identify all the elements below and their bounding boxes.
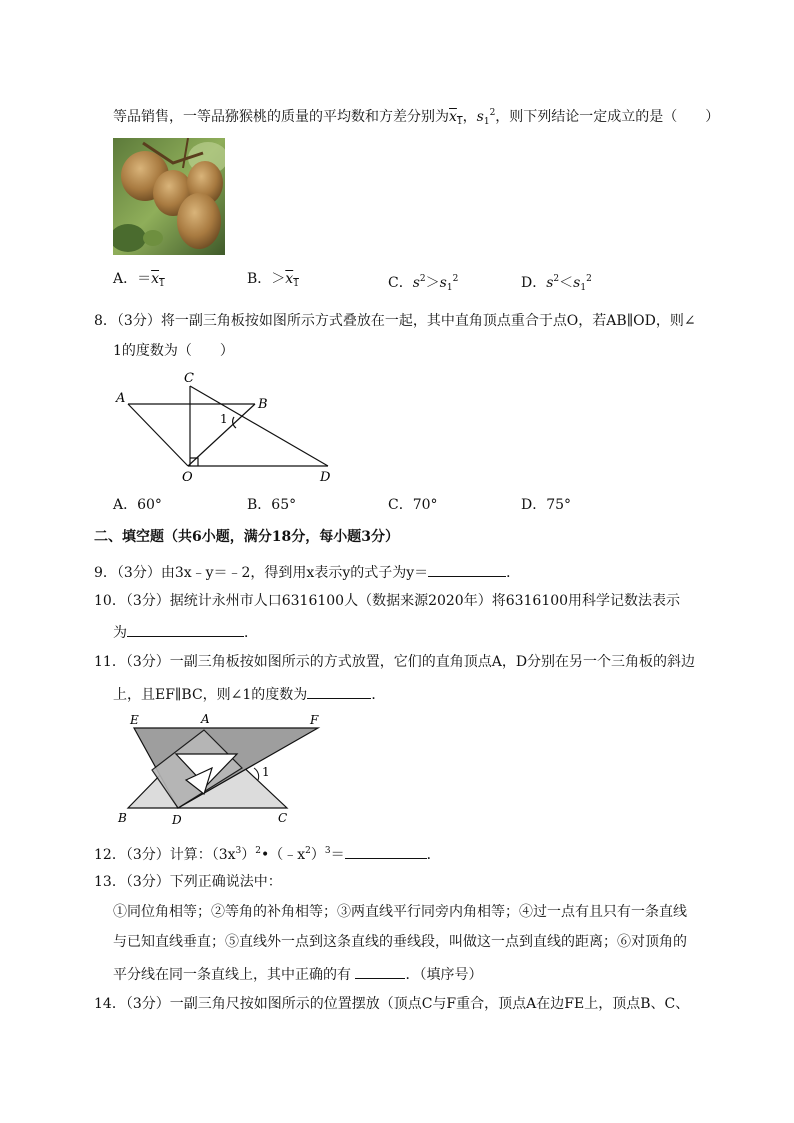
q10-line2: 为 ． [113, 621, 258, 643]
q10-line1: 10．（3分）据统计永州市人口6316100人（数据来源2020年）将6316100用科学记数法表示 [94, 593, 681, 609]
q10-answer-blank[interactable] [127, 621, 244, 637]
label-angle-1: 1 [262, 765, 270, 779]
q8-option-d[interactable]: D．75° [521, 497, 572, 513]
q8-figure [110, 368, 340, 486]
q11-answer-blank[interactable] [307, 683, 371, 699]
label-b: B [258, 397, 268, 412]
label-f: F [310, 713, 319, 727]
q7-stem-text: 等品销售，一等品猕猴桃的质量的平均数和方差分别为 [113, 109, 449, 125]
q7-option-a[interactable]: A．$=x_1$ [113, 271, 165, 289]
q8-option-b[interactable]: B．65° [247, 497, 297, 513]
q13-line3: 与已知直线垂直；⑤直线外一点到这条直线的垂线段，叫做这一点到直线的距离；⑥对顶角的 [113, 934, 687, 950]
q13-answer-blank[interactable] [355, 963, 405, 979]
q7-option-c[interactable]: C．$s^2>s_1^2$ [388, 274, 459, 293]
label-c: C [184, 371, 194, 386]
q12: 12．（3分）计算：$(3x^3)^2•(﹣x^2)^3=$ ． [94, 841, 441, 865]
q11-line2: 上，且EF∥BC，则∠1的度数为 ． [113, 683, 385, 705]
q12-answer-blank[interactable] [345, 843, 427, 859]
q7-comma: ， [462, 109, 477, 125]
label-b: B [118, 811, 127, 825]
q11-figure [112, 710, 342, 828]
kiwi-photo [113, 138, 225, 255]
q13-line1: 13．（3分）下列正确说法中： [94, 874, 282, 890]
label-a: A [116, 391, 126, 406]
q7-option-b[interactable]: B．$>x_1$ [247, 271, 299, 289]
q11-line1: 11．（3分）一副三角板按如图所示的方式放置，它们的直角顶点A，D分别在另一个三角板的斜边 [94, 654, 696, 670]
label-angle-1: 1 [220, 412, 228, 426]
q8-line2: 1的度数为（ ） [113, 343, 234, 359]
q7-option-d[interactable]: D．$s^2<s_1^2$ [521, 274, 592, 293]
q7-mean-symbol: $x_1$ [449, 109, 463, 127]
q7-variance-symbol: s [476, 109, 484, 125]
label-o: O [182, 470, 193, 485]
q9-answer-blank[interactable] [428, 561, 506, 577]
q9: 9．（3分）由3x﹣y＝﹣2，得到用x表示y的式子为y＝ ． [94, 561, 520, 583]
label-a: A [201, 712, 210, 726]
label-d: D [320, 470, 331, 485]
q13-line4: 平分线在同一条直线上，其中正确的有 ．（填序号） [113, 963, 482, 985]
q7-stem: 等品销售，一等品猕猴桃的质量的平均数和方差分别为$x_1$，$s_1^2$，则下列结论一定成立的是（ ） [113, 108, 720, 127]
q13-line2: ①同位角相等；②等角的补角相等；③两直线平行同旁内角相等；④过一点有且只有一条直线 [113, 904, 687, 920]
q8-line1: 8．（3分）将一副三角板按如图所示方式叠放在一起，其中直角顶点重合于点O，若AB∥OD，则∠ [94, 313, 696, 329]
q7-stem-tail: ，则下列结论一定成立的是（ ） [495, 109, 720, 125]
q8-option-a[interactable]: A．60° [113, 497, 162, 513]
label-d: D [172, 813, 182, 827]
section-heading: 二、填空题（共6小题，满分18分，每小题3分） [94, 529, 399, 545]
q8-option-c[interactable]: C．70° [388, 497, 438, 513]
label-e: E [130, 713, 139, 727]
label-c: C [278, 811, 288, 825]
q14-line1: 14．（3分）一副三角尺按如图所示的位置摆放（顶点C与F重合，顶点A在边FE上，顶点B、C、 [94, 996, 690, 1012]
